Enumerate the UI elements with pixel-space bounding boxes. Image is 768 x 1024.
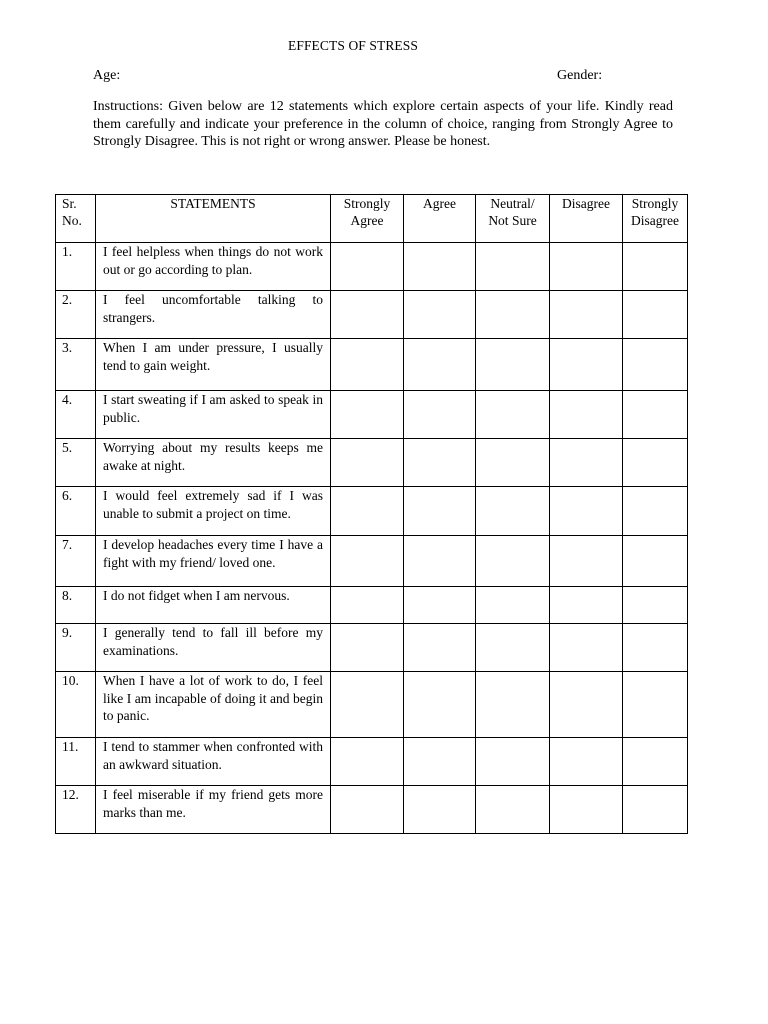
choice-cell-strongly-disagree[interactable] (623, 339, 688, 391)
row-statement: I develop headaches every time I have a fight with my friend/ loved one. (96, 536, 331, 587)
choice-cell-neutral[interactable] (476, 786, 550, 834)
choice-cell-strongly-agree[interactable] (331, 291, 404, 339)
choice-cell-agree[interactable] (404, 738, 476, 786)
header-sr-line-1: Sr. (62, 196, 77, 211)
header-row (56, 195, 688, 243)
document-title: EFFECTS OF STRESS (288, 38, 418, 53)
choice-cell-agree[interactable] (404, 786, 476, 834)
header-neutral (476, 195, 550, 243)
table-row (56, 624, 688, 672)
row-number: 7. (56, 536, 96, 587)
choice-cell-disagree[interactable] (550, 439, 623, 487)
table-row (56, 339, 688, 391)
choice-cell-agree[interactable] (404, 672, 476, 738)
choice-cell-disagree[interactable] (550, 487, 623, 536)
survey-table (55, 194, 688, 834)
header-disagree-line-1: Disagree (562, 196, 610, 211)
instructions-paragraph: Instructions: Given below are 12 statements which explore certain aspects of your life. Kindly read them carefully and indicate your preference in the column of choice, ranging from Strongly Agree to Strongly Disagree. This is not right or wrong answer. Please be honest. (93, 99, 673, 149)
choice-cell-disagree[interactable] (550, 786, 623, 834)
choice-cell-agree[interactable] (404, 487, 476, 536)
choice-cell-agree[interactable] (404, 624, 476, 672)
header-strongly-agree-line-1: Strongly (343, 196, 391, 211)
header-statements: STATEMENTS (96, 195, 331, 243)
table-row (56, 391, 688, 439)
header-agree-line-1: Agree (423, 196, 456, 211)
choice-cell-neutral[interactable] (476, 339, 550, 391)
header-strongly-agree-line-2: Agree (350, 213, 384, 228)
table-row (56, 243, 688, 291)
gender-field-label: Gender: (557, 68, 603, 83)
table-row (56, 291, 688, 339)
choice-cell-strongly-agree[interactable] (331, 536, 404, 587)
table-row (56, 439, 688, 487)
choice-cell-neutral[interactable] (476, 587, 550, 624)
choice-cell-strongly-agree[interactable] (331, 487, 404, 536)
header-neutral-line-2: Not Sure (488, 213, 537, 228)
age-field-label: Age: (93, 68, 121, 83)
choice-cell-strongly-agree[interactable] (331, 587, 404, 624)
choice-cell-strongly-disagree[interactable] (623, 672, 688, 738)
choice-cell-neutral[interactable] (476, 624, 550, 672)
choice-cell-strongly-disagree[interactable] (623, 391, 688, 439)
header-neutral-line-1: Neutral/ (490, 196, 535, 211)
row-statement: I tend to stammer when confronted with an awkward situation. (96, 738, 331, 786)
choice-cell-strongly-agree[interactable] (331, 786, 404, 834)
choice-cell-agree[interactable] (404, 439, 476, 487)
row-statement: I start sweating if I am asked to speak in public. (96, 391, 331, 439)
table-row (56, 672, 688, 738)
choice-cell-neutral[interactable] (476, 672, 550, 738)
choice-cell-disagree[interactable] (550, 624, 623, 672)
choice-cell-strongly-disagree[interactable] (623, 536, 688, 587)
choice-cell-strongly-agree[interactable] (331, 439, 404, 487)
choice-cell-disagree[interactable] (550, 536, 623, 587)
row-number: 10. (56, 672, 96, 738)
choice-cell-strongly-agree[interactable] (331, 672, 404, 738)
row-number: 2. (56, 291, 96, 339)
choice-cell-agree[interactable] (404, 291, 476, 339)
choice-cell-disagree[interactable] (550, 738, 623, 786)
row-number: 8. (56, 587, 96, 624)
choice-cell-strongly-disagree[interactable] (623, 439, 688, 487)
choice-cell-neutral[interactable] (476, 738, 550, 786)
row-statement: I feel uncomfortable talking to strangers. (96, 291, 331, 339)
row-number: 9. (56, 624, 96, 672)
choice-cell-strongly-agree[interactable] (331, 243, 404, 291)
row-number: 11. (56, 738, 96, 786)
choice-cell-strongly-disagree[interactable] (623, 487, 688, 536)
choice-cell-strongly-disagree[interactable] (623, 587, 688, 624)
choice-cell-strongly-agree[interactable] (331, 339, 404, 391)
row-number: 12. (56, 786, 96, 834)
choice-cell-neutral[interactable] (476, 439, 550, 487)
row-statement: I feel miserable if my friend gets more marks than me. (96, 786, 331, 834)
choice-cell-disagree[interactable] (550, 587, 623, 624)
row-statement: Worrying about my results keeps me awake at night. (96, 439, 331, 487)
choice-cell-agree[interactable] (404, 339, 476, 391)
choice-cell-strongly-disagree[interactable] (623, 738, 688, 786)
choice-cell-strongly-disagree[interactable] (623, 243, 688, 291)
choice-cell-agree[interactable] (404, 391, 476, 439)
choice-cell-strongly-disagree[interactable] (623, 786, 688, 834)
row-statement: I generally tend to fall ill before my examinations. (96, 624, 331, 672)
table-row (56, 587, 688, 624)
choice-cell-disagree[interactable] (550, 291, 623, 339)
table-row (56, 738, 688, 786)
table-row (56, 536, 688, 587)
header-disagree (550, 195, 623, 243)
row-number: 4. (56, 391, 96, 439)
row-statement: I would feel extremely sad if I was unable to submit a project on time. (96, 487, 331, 536)
header-strongly-disagree-line-1: Strongly (631, 196, 679, 211)
row-statement: When I am under pressure, I usually tend to gain weight. (96, 339, 331, 391)
choice-cell-strongly-agree[interactable] (331, 738, 404, 786)
header-strongly-agree (331, 195, 404, 243)
choice-cell-neutral[interactable] (476, 291, 550, 339)
header-sr-no (56, 195, 96, 243)
choice-cell-strongly-agree[interactable] (331, 391, 404, 439)
header-agree (404, 195, 476, 243)
choice-cell-disagree[interactable] (550, 243, 623, 291)
row-statement: I feel helpless when things do not work out or go according to plan. (96, 243, 331, 291)
row-number: 6. (56, 487, 96, 536)
choice-cell-neutral[interactable] (476, 243, 550, 291)
row-number: 3. (56, 339, 96, 391)
choice-cell-strongly-disagree[interactable] (623, 624, 688, 672)
choice-cell-disagree[interactable] (550, 339, 623, 391)
table-row (56, 786, 688, 834)
row-statement: I do not fidget when I am nervous. (96, 587, 331, 624)
row-number: 5. (56, 439, 96, 487)
choice-cell-disagree[interactable] (550, 391, 623, 439)
header-strongly-disagree-line-2: Disagree (631, 213, 679, 228)
choice-cell-agree[interactable] (404, 587, 476, 624)
choice-cell-agree[interactable] (404, 243, 476, 291)
choice-cell-neutral[interactable] (476, 536, 550, 587)
header-strongly-disagree (623, 195, 688, 243)
choice-cell-neutral[interactable] (476, 391, 550, 439)
choice-cell-agree[interactable] (404, 536, 476, 587)
header-sr-line-2: No. (62, 213, 82, 228)
row-statement: When I have a lot of work to do, I feel like I am incapable of doing it and begin to panic. (96, 672, 331, 738)
choice-cell-disagree[interactable] (550, 672, 623, 738)
choice-cell-strongly-disagree[interactable] (623, 291, 688, 339)
row-number: 1. (56, 243, 96, 291)
choice-cell-neutral[interactable] (476, 487, 550, 536)
choice-cell-strongly-agree[interactable] (331, 624, 404, 672)
table-row (56, 487, 688, 536)
